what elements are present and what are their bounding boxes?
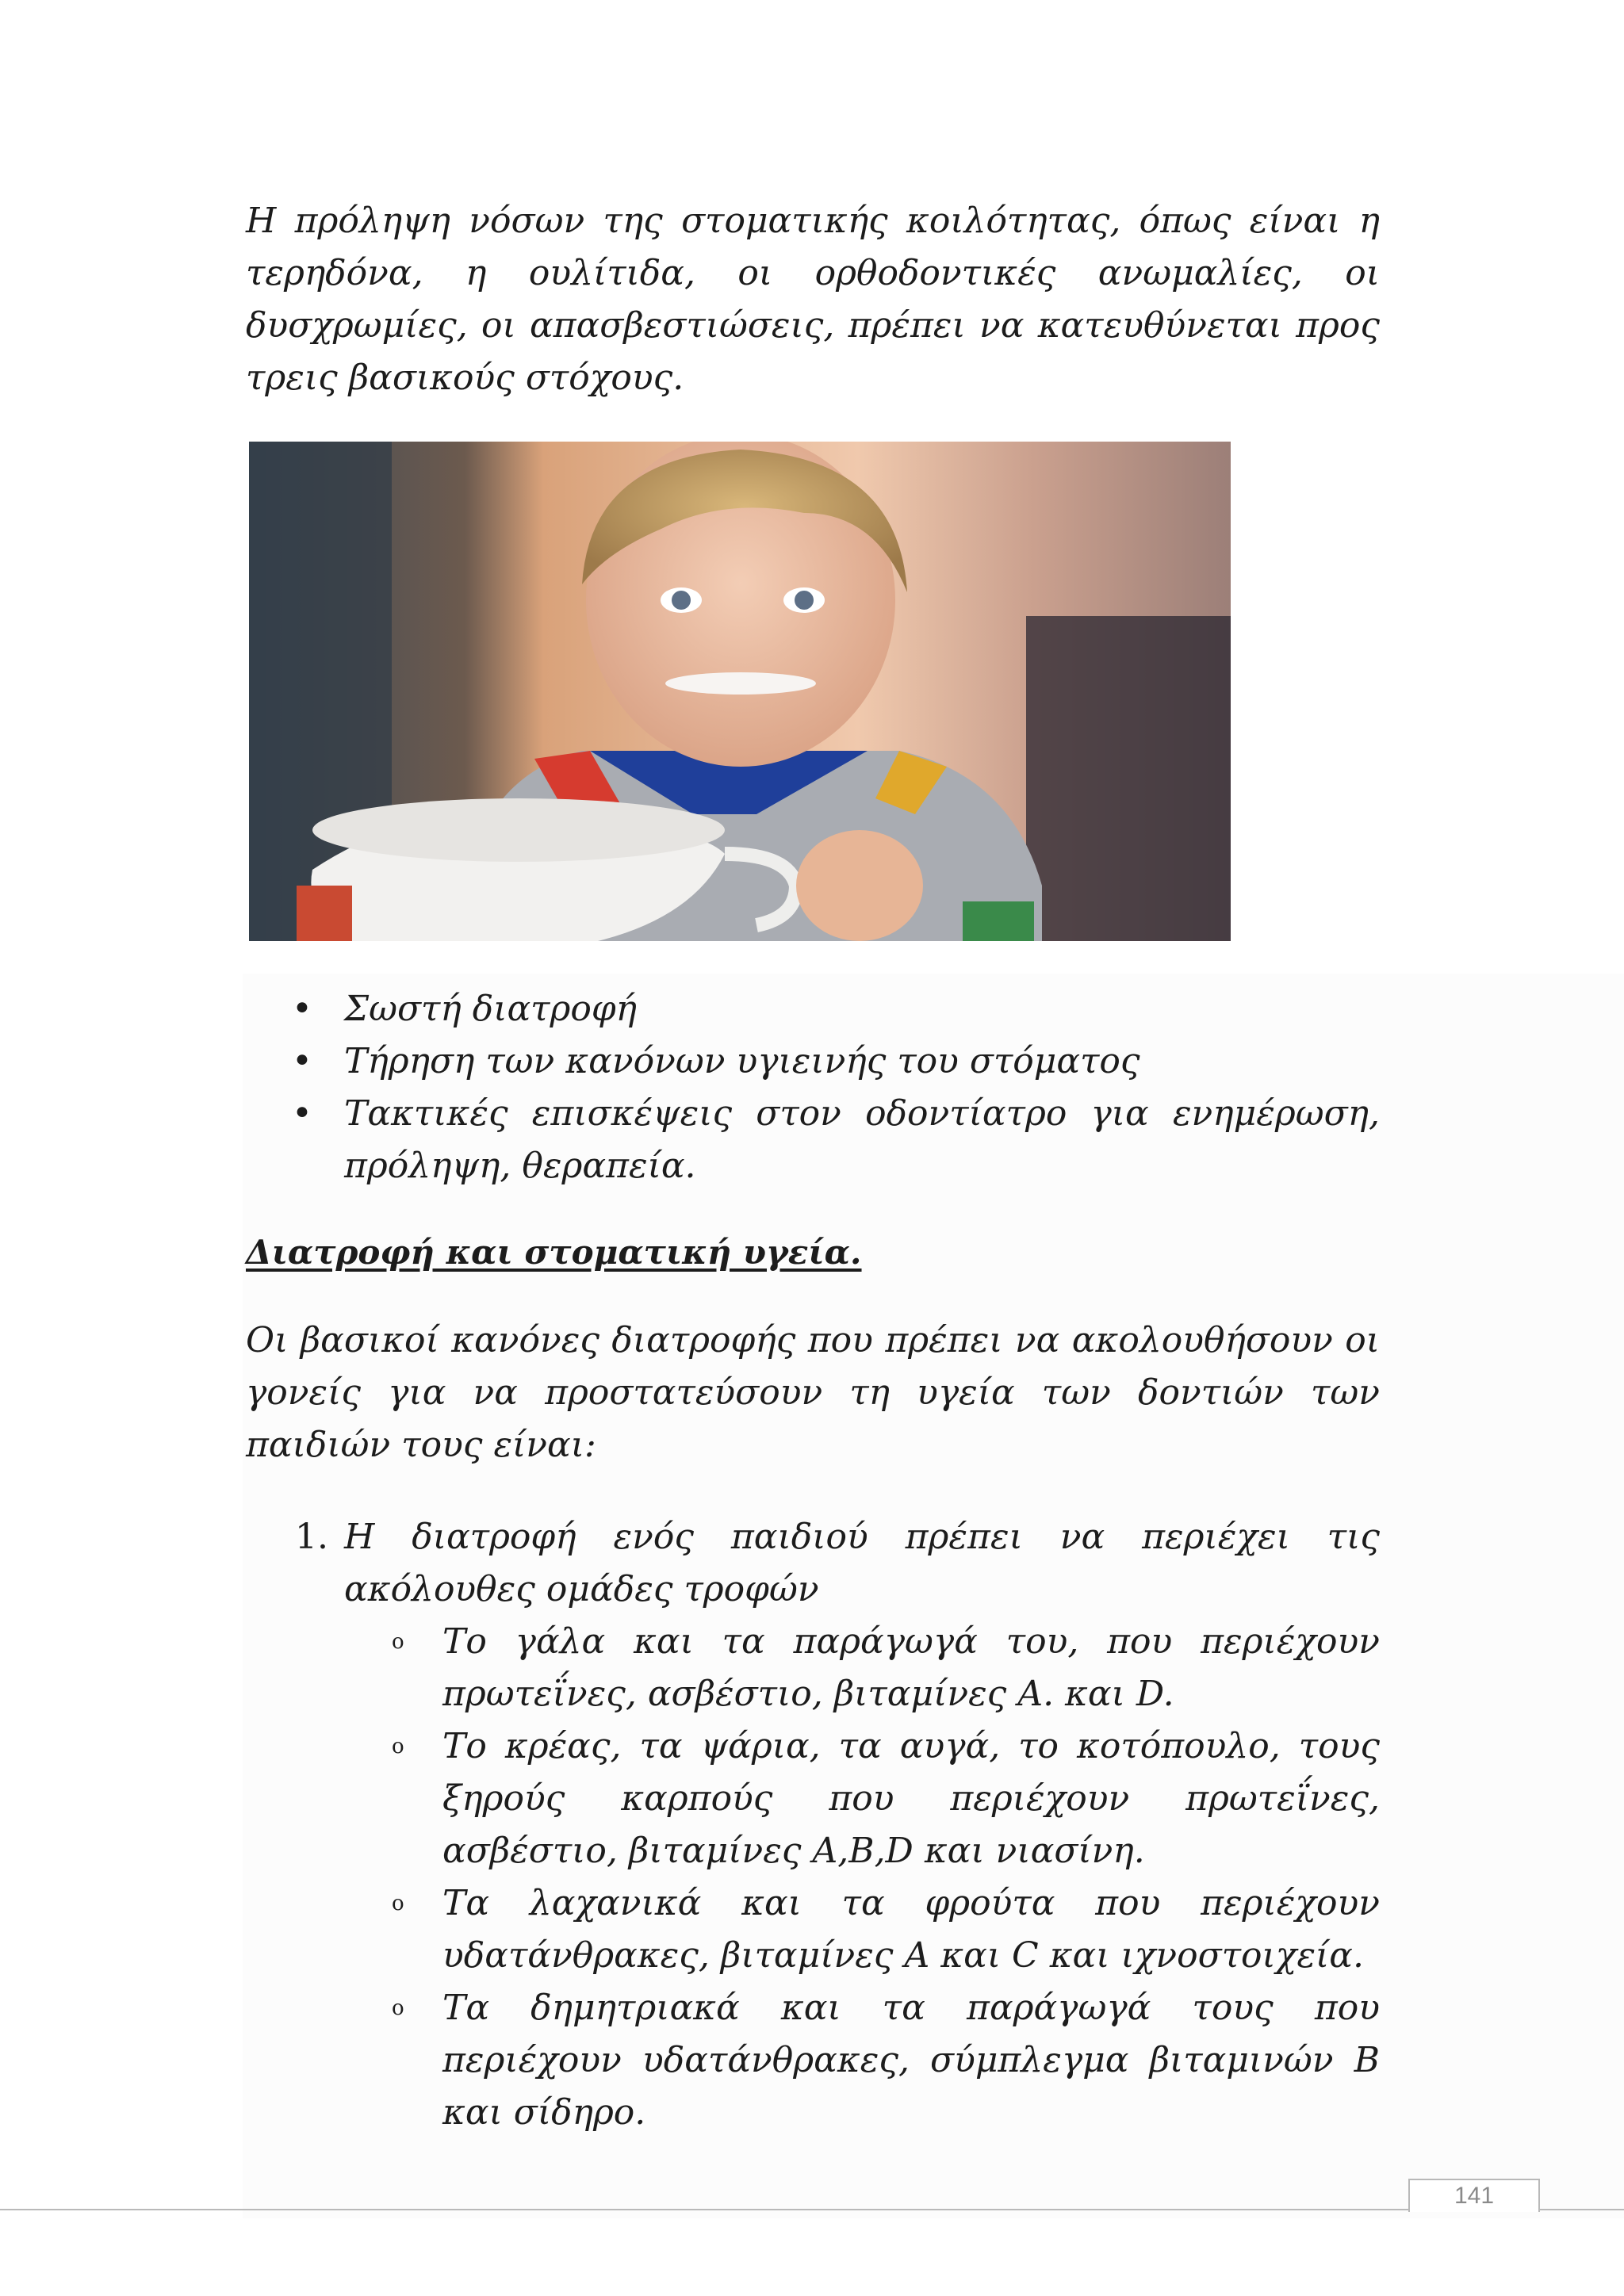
bullet-dot-icon: • <box>292 989 312 1029</box>
list-number: 1. <box>295 1517 328 1557</box>
list-item <box>246 1511 1380 2139</box>
list-item-text: Η διατροφή ενός παιδιού πρέπει να περιέχει τις ακόλουθες ομάδες τροφών <box>344 1517 1380 1609</box>
page-number: 141 <box>1408 2179 1540 2212</box>
list-item: • Τήρηση των κανόνων υγιεινής του στόματος <box>246 1035 1380 1088</box>
circle-bullet-icon: o <box>392 1630 404 1654</box>
photo-child-drinking-milk <box>249 442 1231 941</box>
sublist-item: o Το κρέας, τα ψάρια, τα αυγά, το κοτόπουλο, τους ξηρούς καρπούς που περιέχουν πρωτεΐνες, ασβέστιο, βιταμίνες Α,Β,D και νιασίνη. <box>344 1720 1380 1877</box>
circle-bullet-icon: o <box>392 1996 404 2020</box>
circle-bullet-icon: o <box>392 1735 404 1758</box>
section-heading: Διατροφή και στοματική υγεία. <box>246 1233 862 1272</box>
sublist-item: o Τα δημητριακά και τα παράγωγά τους που περιέχουν υδατάνθρακες, σύμπλεγμα βιταμινών Β και σίδηρο. <box>344 1982 1380 2139</box>
footer-divider <box>0 2209 1624 2210</box>
sublist-item: o Τα λαχανικά και τα φρούτα που περιέχουν υδατάνθρακες, βιταμίνες Α και C και ιχνοστοιχεία. <box>344 1877 1380 1982</box>
list-item: • Σωστή διατροφή <box>246 983 1380 1035</box>
list-item: • Τακτικές επισκέψεις στον οδοντίατρο για ενημέρωση, πρόληψη, θεραπεία. <box>246 1088 1380 1192</box>
food-groups-sublist <box>344 1616 1380 2139</box>
circle-bullet-icon: o <box>392 1892 404 1915</box>
goals-bullet-list <box>246 983 1380 1192</box>
sublist-item: o Το γάλα και τα παράγωγά του, που περιέχουν πρωτεΐνες, ασβέστιο, βιταμίνες Α. και D. <box>344 1616 1380 1720</box>
numbered-list <box>246 1511 1380 2139</box>
body-paragraph: Οι βασικοί κανόνες διατροφής που πρέπει να ακολουθήσουν οι γονείς για να προστατεύσουν τη υγεία των δοντιών των παιδιών τους είναι: <box>246 1320 1380 1465</box>
bullet-dot-icon: • <box>292 1041 312 1081</box>
intro-paragraph: Η πρόληψη νόσων της στοματικής κοιλότητας, όπως είναι η τερηδόνα, η ουλίτιδα, οι ορθοδοντικές ανωμαλίες, οι δυσχρωμίες, οι απασβεστιώσεις, πρέπει να κατευθύνεται προς τρεις βασικούς στόχους. <box>246 201 1380 398</box>
bullet-dot-icon: • <box>292 1093 312 1134</box>
